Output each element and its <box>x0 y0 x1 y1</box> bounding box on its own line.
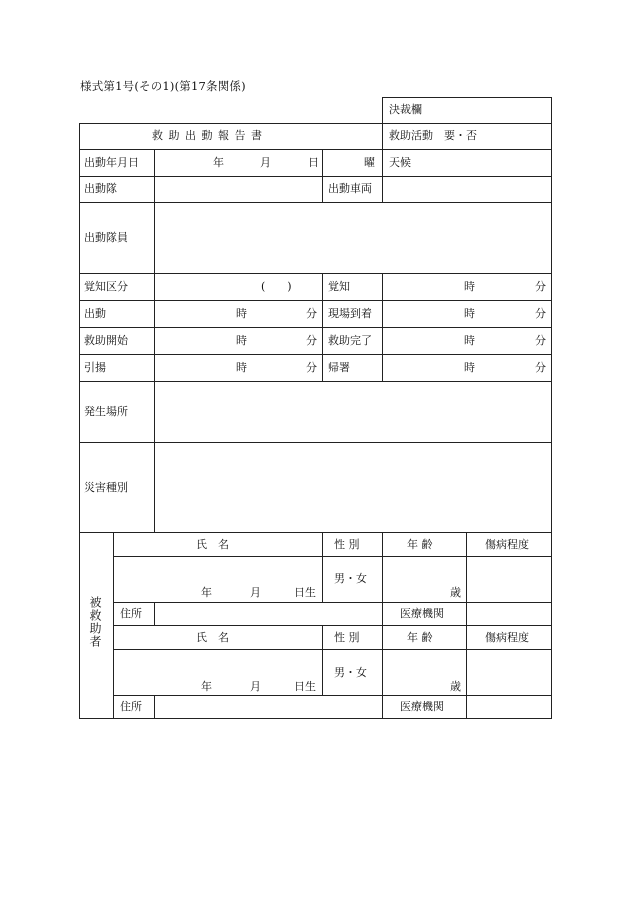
rescue-end-minute-unit: 分 <box>535 334 546 347</box>
dispatch-hour-unit: 時 <box>236 307 247 320</box>
recognition-minute-unit: 分 <box>535 280 546 293</box>
person1-sex-header: 性 別 <box>334 538 360 551</box>
person1-medical-label: 医療機関 <box>400 607 444 620</box>
person1-sex-options: 男・女 <box>334 572 367 585</box>
person1-name-header: 氏 名 <box>196 538 229 551</box>
report-title: 救 助 出 動 報 告 書 <box>152 129 263 142</box>
recognition-type-label: 覚知区分 <box>84 280 128 293</box>
return-label: 帰署 <box>328 361 350 374</box>
disaster-type-label: 災害種別 <box>84 481 128 494</box>
rescue-end-label: 救助完了 <box>328 334 372 347</box>
weekday-unit: 曜 <box>364 156 375 169</box>
rescue-activity-label: 救助活動 <box>389 129 433 142</box>
person2-birth-year-unit: 年 <box>201 680 212 693</box>
recognition-label: 覚知 <box>328 280 350 293</box>
location-label: 発生場所 <box>84 405 128 418</box>
rescue-start-label: 救助開始 <box>84 334 128 347</box>
withdraw-minute-unit: 分 <box>306 361 317 374</box>
person2-medical-label: 医療機関 <box>400 700 444 713</box>
dispatch-month-unit: 月 <box>260 156 271 169</box>
rescue-start-hour-unit: 時 <box>236 334 247 347</box>
vehicle-label: 出動車両 <box>328 182 372 195</box>
person2-birth-month-unit: 月 <box>250 680 261 693</box>
arrival-minute-unit: 分 <box>535 307 546 320</box>
person1-injury-header: 傷病程度 <box>485 538 529 551</box>
weather-label: 天候 <box>389 156 411 169</box>
rescue-start-minute-unit: 分 <box>306 334 317 347</box>
person1-birth-day-unit: 日生 <box>294 586 316 599</box>
dispatch-minute-unit: 分 <box>306 307 317 320</box>
rescue-activity-options: 要・否 <box>444 129 477 142</box>
person2-birth-day-unit: 日生 <box>294 680 316 693</box>
return-hour-unit: 時 <box>464 361 475 374</box>
person2-age-header: 年 齢 <box>407 631 433 644</box>
person2-name-header: 氏 名 <box>196 631 229 644</box>
recognition-hour-unit: 時 <box>464 280 475 293</box>
arrival-label: 現場到着 <box>328 307 372 320</box>
withdraw-label: 引揚 <box>84 361 106 374</box>
dispatch-day-unit: 日 <box>308 156 319 169</box>
withdraw-hour-unit: 時 <box>236 361 247 374</box>
arrival-hour-unit: 時 <box>464 307 475 320</box>
return-minute-unit: 分 <box>535 361 546 374</box>
person1-age-header: 年 齢 <box>407 538 433 551</box>
person2-injury-header: 傷病程度 <box>485 631 529 644</box>
person1-birth-month-unit: 月 <box>250 586 261 599</box>
person2-age-unit: 歳 <box>450 680 461 693</box>
person1-age-unit: 歳 <box>450 586 461 599</box>
dispatch-label: 出動 <box>84 307 106 320</box>
person1-address-label: 住所 <box>120 607 142 620</box>
person2-address-label: 住所 <box>120 700 142 713</box>
person2-sex-options: 男・女 <box>334 666 367 679</box>
rescued-persons-label: 被救助者 <box>88 596 102 648</box>
unit-label: 出動隊 <box>84 182 117 195</box>
person2-sex-header: 性 別 <box>334 631 360 644</box>
dispatch-year-unit: 年 <box>213 156 224 169</box>
recognition-type-paren: ( ) <box>261 280 292 293</box>
members-label: 出動隊員 <box>84 231 128 244</box>
dispatch-date-label: 出動年月日 <box>84 156 139 169</box>
rescue-end-hour-unit: 時 <box>464 334 475 347</box>
form-number: 様式第1号(その1)(第17条関係) <box>80 79 246 93</box>
person1-birth-year-unit: 年 <box>201 586 212 599</box>
approval-label: 決裁欄 <box>389 103 422 116</box>
